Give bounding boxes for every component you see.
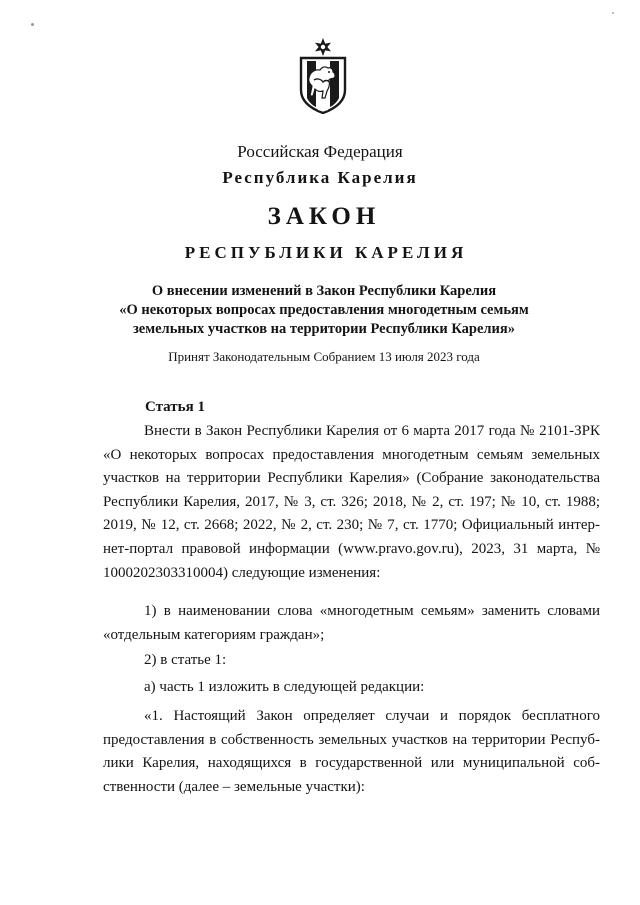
karelia-coat-of-arms-icon	[298, 38, 348, 114]
paragraph-item-2: 2) в статье 1:	[144, 652, 227, 668]
republic-name: Республика Карелия	[222, 168, 418, 187]
document-title-line-3: земельных участков на территории Республики Карелия»	[132, 321, 516, 337]
paragraph-intro: Внести в Закон Республики Карелия от 6 марта 2017 года № 2101-ЗРК «О некоторых вопросах предоставления многодетным семьям земельных участков на территории Республики Карелия» (Собрание законодательства Республики Карелия, 2017, № 3, ст. 326; 2018, № 2, ст. 197; № 10, ст. 1988; 2019, № 12, ст. 2668; 2022, № 2, ст. 230; № 7, ст. 1770; Официальный интернет-портал правовой информации (www.pravo.gov.ru), 2023, 31 марта, № 1000202303310004) следующие изменения:	[103, 423, 600, 581]
country-name: Российская Федерация	[237, 142, 403, 161]
document-title-line-2: «О некоторых вопросах предоставления многодетным семьям	[119, 302, 529, 318]
paragraph-quote: «1. Настоящий Закон определяет случаи и порядок бесплатного предоставления в собственность земельных участков на территории Республики Карелия, находящихся в государственной или муниципальной собственности (далее – земельные участки):	[103, 708, 600, 795]
article-heading: Статья 1	[145, 399, 205, 415]
scan-speck	[612, 12, 614, 14]
law-title: ЗАКОН	[267, 203, 381, 230]
document-title-line-1: О внесении изменений в Закон Республики Карелия	[151, 283, 497, 299]
paragraph-item-1: 1) в наименовании слова «многодетным семьям» заменить словами «отдельным категориям граждан»;	[103, 603, 600, 643]
paragraph-item-a: а) часть 1 изложить в следующей редакции:	[144, 679, 425, 695]
law-subtitle: РЕСПУБЛИКИ КАРЕЛИЯ	[184, 243, 468, 262]
adoption-note: Принят Законодательным Собранием 13 июля 2023 года	[168, 349, 480, 364]
scan-speck	[31, 23, 34, 26]
document-title	[4, 282, 640, 339]
